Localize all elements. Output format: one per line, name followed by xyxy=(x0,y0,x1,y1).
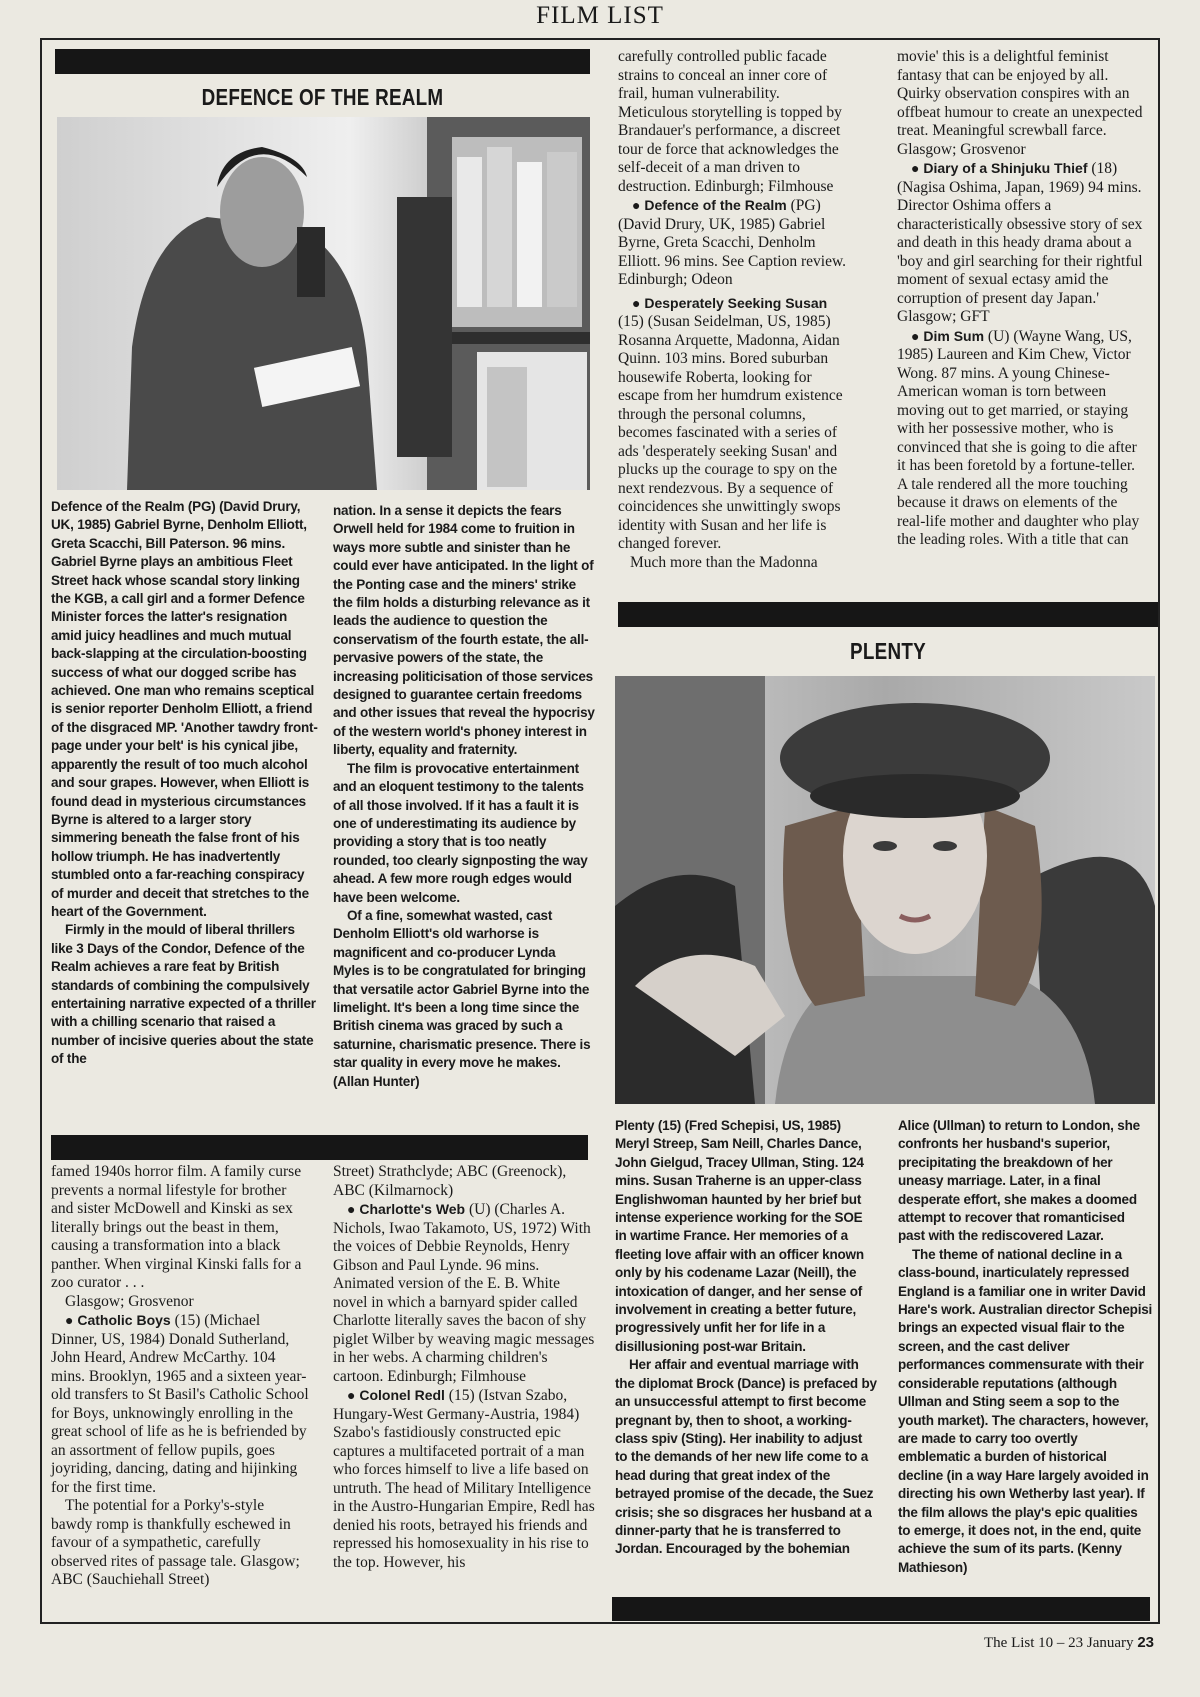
feature-heading-plenty: PLENTY xyxy=(850,638,926,664)
listing-title: ● Dim Sum xyxy=(911,327,985,344)
page-footer xyxy=(984,1634,1154,1652)
listing-title: ● Catholic Boys xyxy=(65,1312,171,1328)
page-number: 23 xyxy=(1137,1634,1154,1651)
listings-column-1-bottom xyxy=(51,1163,309,1590)
feature-photo-plenty xyxy=(615,676,1155,1104)
listing-text: Much more than the Madonna xyxy=(630,553,818,571)
list-item: ● Catholic Boys (15) (Michael Dinner, US, 1984) Donald Sutherland, John Heard, Andrew McCarthy. 104 mins. Brooklyn, 1965 and a sixteen year-old transfers to St Basil's Catholic School for Boys, unknowingly enrolling in the great school of life as he is befriended by an assortment of fellow pupils, goes joyriding, dancing, dating and hijinking for the first time. xyxy=(51,1312,309,1496)
listing-text: famed 1940s horror film. A family curse prevents a normal lifestyle for brother and sister McDowell and Kinski as sex literally brings out the beast in them, causing a transformation into a black panther. When virginal Kinski falls for a zoo curator . . . xyxy=(51,1163,302,1291)
list-item: ● Colonel Redl (15) (Istvan Szabo, Hungary-West Germany-Austria, 1984) Szabo's fastidiously constructed epic captures a multifaceted portrait of a man who forces himself to live a life based on untruth. The head of Military Intelligence in the Austro-Hungarian Empire, Redl has denied his roots, betrayed his friends and repressed his homosexuality in his rise to the top. However, his xyxy=(333,1387,595,1571)
listing-title: ● Diary of a Shinjuku Thief xyxy=(911,160,1088,176)
listing-title: ● Colonel Redl xyxy=(347,1387,445,1403)
feature-rule-plenty-bottom xyxy=(612,1597,1150,1621)
listing-text: movie' this is a delightful feminist fantasy that can be enjoyed by all. Quirky observation conspires with an offbeat humour to create an unexpected treat. Meaningful screwball farce. Glasgow; Grosvenor xyxy=(897,48,1143,158)
listing-title: ● Defence of the Realm xyxy=(632,197,787,213)
footer-publication: The List 10 – 23 January xyxy=(984,1635,1134,1651)
listings-column-2-bottom xyxy=(333,1163,595,1572)
listing-text: Street) Strathclyde; ABC (Greenock), ABC (Kilmarnock) xyxy=(333,1163,567,1199)
feature-rule-plenty xyxy=(618,602,1158,627)
list-item: ● Dim Sum (U) (Wayne Wang, US, 1985) Laureen and Kim Chew, Victor Wong. 87 mins. A young Chinese-American woman is torn between moving out to get married, or staying with her possessive mother, who is convinced that she is going to die after it has been foretold by a fortune-teller. A tale rendered all the more touching because it draws on elements of the real-life mother and daughter who play the leading roles. With a title that can xyxy=(897,327,1140,548)
list-item: ● Desperately Seeking Susan (15) (Susan Seidelman, US, 1985) Rosanna Arquette, Madonna, Aidan Quinn. 103 mins. Bored suburban housewife Roberta, looking for escape from her humdrum existence through the personal columns, becomes fascinated with a series of ads 'desperately seeking Susan' and plucks up the courage to spy on the next rendezvous. By a sequence of coincidences she unwittingly swops identity with Susan and her life is changed forever. xyxy=(618,294,843,552)
listing-title: ● Desperately Seeking Susan xyxy=(632,294,828,311)
listing-text: The potential for a Porky's-style bawdy romp is thankfully eschewed in favour of a sympathetic, carefully observed rites of passage tale. Glasgow; ABC (Sauchiehall Street) xyxy=(51,1497,300,1588)
feature-caption-plenty-col2 xyxy=(898,1117,1153,1577)
listings-rule-bottom xyxy=(51,1135,588,1160)
caption-paragraph: The theme of national decline in a class-bound, inarticulately repressed England is a familiar one in writer David Hare's work. Australian director Schepisi brings an expected visual flair to the screen, and the cast deliver performances commensurate with their considerable reputations (although Ullman and Sting seem a sop to the youth market). The characters, however, are made to carry too overtly emblematic a burden of historical decline (in a way Hare largely avoided in directing his own Wetherby last year). If the film allows the play's epic qualities to emerge, it does not, in the end, quite achieve the sum of its parts. (Kenny Mathieson) xyxy=(898,1246,1153,1575)
caption-paragraph: Plenty (15) (Fred Schepisi, US, 1985) Meryl Streep, Sam Neill, Charles Dance, John Gielgud, Tracey Ullman, Sting. 124 mins. Susan Traherne is an upper-class Englishwoman haunted by her brief but intense experience working for the SOE in wartime France. Her memories of a fleeting love affair with an officer known only by his codename Lazar (Neill), the intoxication of danger, and her sense of involvement in creating a better future, progressively unfit her for life in a disillusioning post-war Britain. xyxy=(615,1118,864,1354)
section-header: FILM LIST xyxy=(536,2,664,29)
caption-paragraph: nation. In a sense it depicts the fears Orwell held for 1984 come to fruition in ways more subtle and sinister than he could ever have anticipated. In the light of the Ponting case and the miners' strike the film holds a disturbing relevance as it leads the audience to question the conservatism of the fourth estate, the all-pervasive powers of the state, the increasing politicisation of those services designed to guarantee certain freedoms and other issues that reveal the hypocrisy of the western world's phoney interest in liberty, equality and fraternity. xyxy=(333,503,595,758)
listing-text: Glasgow; Grosvenor xyxy=(65,1292,194,1310)
caption-paragraph: The film is provocative entertainment and an eloquent testimony to the talents of all those involved. If it has a fault it is one of underestimating its audience by providing a story that is too neatly rounded, too clearly signposting the way ahead. A few more rough edges would have been welcome. xyxy=(333,760,588,905)
listing-title: ● Charlotte's Web xyxy=(347,1201,466,1217)
feature-photo-defence xyxy=(57,117,590,490)
listing-text: carefully controlled public facade strains to conceal an inner core of frail, human vulnerability. Meticulous storytelling is topped by Brandauer's performance, a discreet tour de force that acknowledges the self-deceit of a man driven to destruction. Edinburgh; Filmhouse xyxy=(618,48,842,195)
feature-rule-top xyxy=(55,49,590,74)
listings-column-3 xyxy=(618,48,853,572)
listings-column-4 xyxy=(897,48,1147,550)
list-item: ● Diary of a Shinjuku Thief (18) (Nagisa Oshima, Japan, 1969) 94 mins. Director Oshima offers a characteristically obsessive story of sex and death in this heady drama about a 'boy and girl searching for their rightful moment of sexual ectasy amid the corruption of present day Japan.' Glasgow; GFT xyxy=(897,160,1143,325)
feature-heading-defence: DEFENCE OF THE REALM xyxy=(201,84,444,110)
caption-paragraph: Alice (Ullman) to return to London, she confronts her husband's superior, precipitating the breakdown of her uneasy marriage. Later, in a final desperate effort, she makes a doomed attempt to recover that romanticised past with the rediscovered Lazar. xyxy=(898,1118,1140,1244)
caption-paragraph: Of a fine, somewhat wasted, cast Denholm Elliott's old warhorse is magnificent and co-producer Lynda Myles is to be congratulated for bringing that versatile actor Gabriel Byrne into the limelight. It's been a long time since the British cinema was graced by such a saturnine, charismatic presence. There is star quality in every move he makes. (Allan Hunter) xyxy=(333,907,591,1089)
caption-paragraph: Defence of the Realm (PG) (David Drury, UK, 1985) Gabriel Byrne, Denholm Elliott, Greta Scacchi, Bill Paterson. 96 mins. Gabriel Byrne plays an ambitious Fleet Street hack whose scandal story linking the KGB, a call girl and a former Defence Minister forces the latter's resignation amid juicy headlines and much mutual back-slapping at the circulation-boosting success of what our dogged scribe has achieved. One man who remains sceptical is senior reporter Denholm Elliott, a friend of the disgraced MP. 'Another tawdry front-page under your belt' is his cynical jibe, apparently the result of too much alcohol and sour grapes. However, when Elliott is found dead in mysterious circumstances Byrne is altered to a larger story simmering beneath the false front of his hollow triumph. He has inadvertently stumbled onto a far-reaching conspiracy of murder and deceit that stretches to the heart of the Government. xyxy=(51,499,318,919)
feature-caption-plenty-col1 xyxy=(615,1117,877,1559)
feature-caption-defence-col1 xyxy=(51,498,318,1069)
feature-caption-defence-col2 xyxy=(333,502,595,1091)
caption-paragraph: Her affair and eventual marriage with the diplomat Brock (Dance) is prefaced by an unsuccessful attempt to first become pregnant by, then to shoot, a working-class spiv (Sting). Her inability to adjust to the demands of her new life come to a head during that great index of the betrayed promise of the decade, the Suez crisis; she so disgraces her husband at a dinner-party that he is transferred to Jordan. Encouraged by the bohemian xyxy=(615,1357,877,1557)
photo-man-on-phone-icon xyxy=(57,117,590,490)
caption-paragraph: Firmly in the mould of liberal thrillers like 3 Days of the Condor, Defence of the Realm achieves a rare feat by British standards of combining the compulsively entertaining narrative expected of a thriller with a chilling scenario that raised a number of incisive queries about the state of the xyxy=(51,922,316,1067)
photo-woman-in-beret-icon xyxy=(615,676,1155,1104)
list-item: ● Defence of the Realm (PG) (David Drury, UK, 1985) Gabriel Byrne, Greta Scacchi, Denholm Elliott. 96 mins. See Caption review. Edinburgh; Odeon xyxy=(618,197,847,288)
list-item: ● Charlotte's Web (U) (Charles A. Nichols, Iwao Takamoto, US, 1972) With the voices of Debbie Reynolds, Henry Gibson and Paul Lynde. 96 mins. Animated version of the E. B. White novel in which a barnyard spider called Charlotte literally saves the bacon of shy piglet Wilber by weaving magic messages in her webs. A charming children's cartoon. Edinburgh; Filmhouse xyxy=(333,1201,595,1385)
